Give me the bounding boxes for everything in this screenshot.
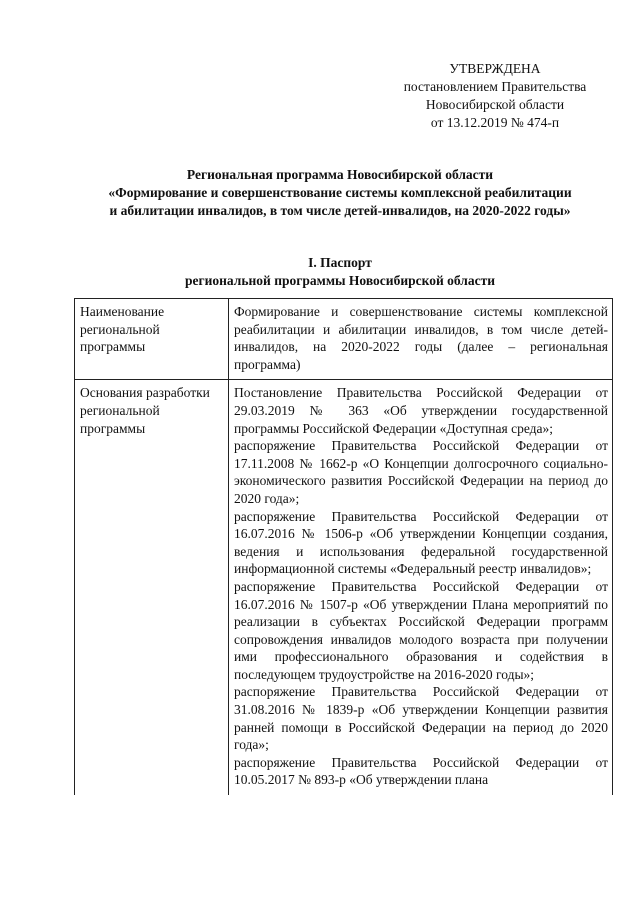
program-title-line: и абилитации инвалидов, в том числе детей-инвалидов, на 2020-2022 годы» xyxy=(109,203,571,218)
approval-stamp xyxy=(370,60,620,132)
row-label: Наименование региональной программы xyxy=(75,299,229,380)
list-item: распоряжение Правительства Российской Федерации от 16.07.2016 № 1507-р «Об утверждении Плана мероприятий по реализации в субъектах Российской Федерации программ сопровождения инвалидов молодого возраста при получении ими профессионального образования и содействия в последующем трудоустройстве на 2016-2020 годы»; xyxy=(234,578,608,682)
table-row xyxy=(75,380,613,795)
section-heading xyxy=(60,254,620,290)
approval-region: Новосибирской области xyxy=(425,97,565,112)
program-title xyxy=(60,166,620,220)
list-item: распоряжение Правительства Российской Федерации от 10.05.2017 № 893-р «Об утверждении плана xyxy=(234,754,608,788)
list-item: распоряжение Правительства Российской Федерации от 16.07.2016 № 1506-р «Об утверждении Концепции создания, ведения и использования федеральной государственной информационной системы «Федеральный реестр инвалидов»; xyxy=(234,508,608,577)
row-value: Формирование и совершенствование системы комплексной реабилитации и абилитации инвалидов, в том числе детей-инвалидов, на 2020-2022 годы (далее – региональная программа) xyxy=(229,299,613,380)
list-item: распоряжение Правительства Российской Федерации от 17.11.2008 № 1662-р «О Концепции долгосрочного социально-экономического развития Российской Федерации на период до 2020 года»; xyxy=(234,438,608,506)
approval-authority: постановлением Правительства xyxy=(403,79,587,94)
row-value xyxy=(229,380,613,795)
list-item: Постановление Правительства Российской Федерации от 29.03.2019 № 363 «Об утверждении государственной программы Российской Федерации «Доступная среда»; xyxy=(234,385,608,436)
section-subtitle: региональной программы Новосибирской области xyxy=(185,273,495,288)
table-row xyxy=(75,299,613,380)
section-number-title: I. Паспорт xyxy=(308,255,372,270)
row-label: Основания разработки региональной программы xyxy=(75,380,229,795)
list-item: распоряжение Правительства Российской Федерации от 31.08.2016 № 1839-р «Об утверждении Концепции развития ранней помощи в Российской Федерации на период до 2020 года»; xyxy=(234,684,608,753)
passport-table xyxy=(74,298,613,795)
approval-date-number: от 13.12.2019 № 474-п xyxy=(430,115,560,130)
approval-heading: УТВЕРЖДЕНА xyxy=(449,61,541,76)
program-title-line: Региональная программа Новосибирской области xyxy=(186,167,494,182)
program-title-line: «Формирование и совершенствование системы комплексной реабилитации xyxy=(108,185,572,200)
